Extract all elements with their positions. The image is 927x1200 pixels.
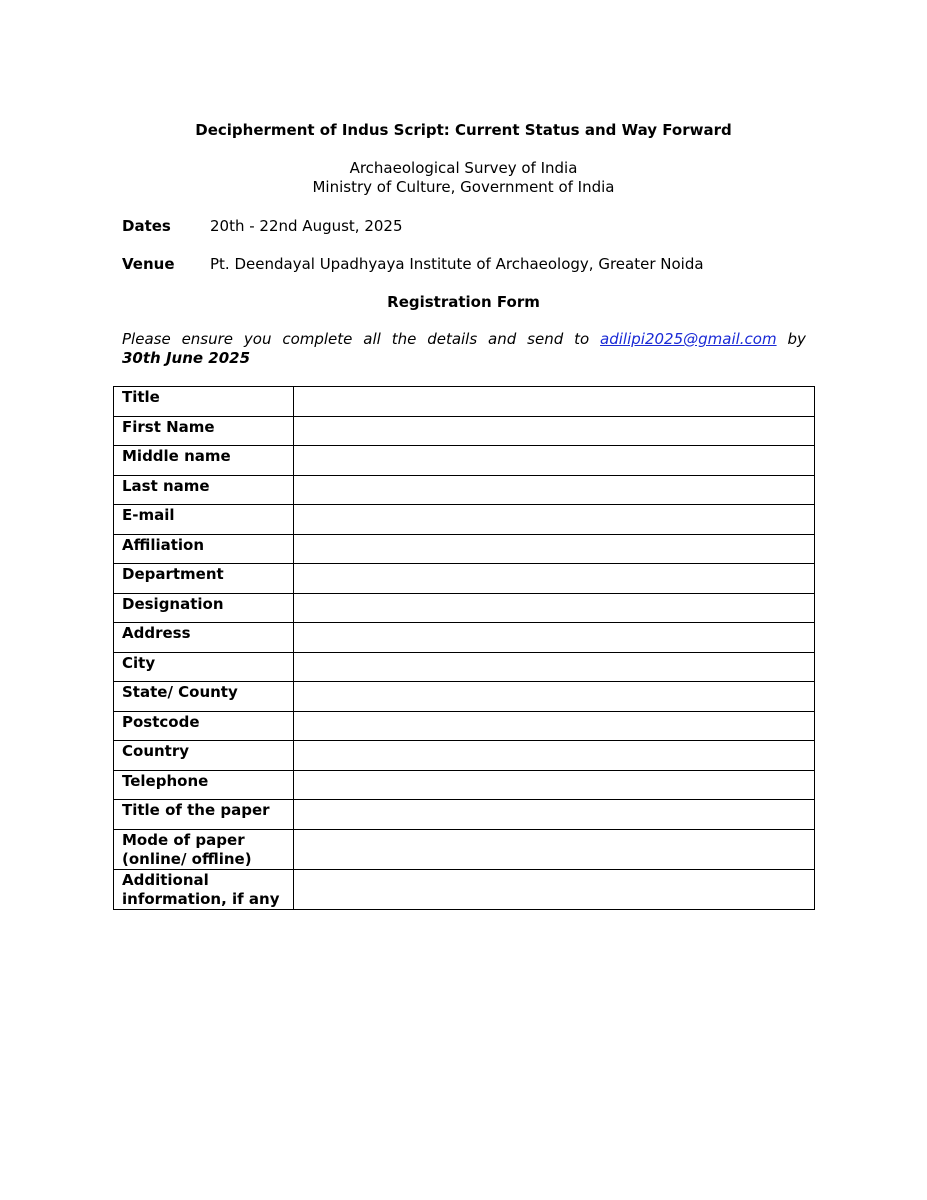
country-field[interactable] xyxy=(293,741,814,771)
instr-word: send xyxy=(527,330,564,348)
field-label xyxy=(114,869,294,909)
organizer-ministry: Ministry of Culture, Government of India xyxy=(312,178,615,196)
table-row xyxy=(114,623,815,653)
table-row xyxy=(114,770,815,800)
instr-word: and xyxy=(488,330,517,348)
field-label: Title xyxy=(114,387,294,417)
field-label: Middle name xyxy=(114,446,294,476)
field-label: Department xyxy=(114,564,294,594)
table-row xyxy=(114,869,815,909)
table-row xyxy=(114,741,815,771)
venue-label: Venue xyxy=(122,255,175,273)
title-field[interactable] xyxy=(293,387,814,417)
affiliation-field[interactable] xyxy=(293,534,814,564)
instr-word: ensure xyxy=(181,330,234,348)
field-label-line: Mode of paper xyxy=(122,830,245,849)
instr-word: all xyxy=(363,330,381,348)
paper-mode-field[interactable] xyxy=(293,829,814,869)
instr-word: to xyxy=(574,330,590,348)
field-label: Address xyxy=(114,623,294,653)
middle-name-field[interactable] xyxy=(293,446,814,476)
field-label: State/ County xyxy=(114,682,294,712)
table-row xyxy=(114,652,815,682)
field-label: Postcode xyxy=(114,711,294,741)
registration-table xyxy=(113,386,815,910)
organizer-block xyxy=(0,159,927,197)
field-label: Title of the paper xyxy=(114,800,294,830)
table-row xyxy=(114,682,815,712)
city-field[interactable] xyxy=(293,652,814,682)
instr-word: you xyxy=(243,330,272,348)
table-row xyxy=(114,564,815,594)
postcode-field[interactable] xyxy=(293,711,814,741)
table-row xyxy=(114,800,815,830)
field-label: Designation xyxy=(114,593,294,623)
email-link[interactable]: adilipi2025@gmail.com xyxy=(600,330,777,348)
table-row xyxy=(114,416,815,446)
deadline: 30th June 2025 xyxy=(122,349,251,367)
instr-word: by xyxy=(787,330,806,348)
email-field[interactable] xyxy=(293,505,814,535)
field-label: Country xyxy=(114,741,294,771)
table-row xyxy=(114,534,815,564)
instr-word: Please xyxy=(122,330,171,348)
field-label: Telephone xyxy=(114,770,294,800)
instructions-line xyxy=(122,330,806,349)
field-label: E-mail xyxy=(114,505,294,535)
table-row xyxy=(114,475,815,505)
instr-word: the xyxy=(391,330,417,348)
organizer-name: Archaeological Survey of India xyxy=(349,159,578,177)
instr-word: details xyxy=(427,330,478,348)
table-row xyxy=(114,593,815,623)
instructions xyxy=(122,330,806,368)
field-label: City xyxy=(114,652,294,682)
table-row xyxy=(114,387,815,417)
form-heading: Registration Form xyxy=(387,293,540,311)
table-row xyxy=(114,829,815,869)
document-title: Decipherment of Indus Script: Current Status and Way Forward xyxy=(195,121,732,139)
table-row xyxy=(114,505,815,535)
field-label: First Name xyxy=(114,416,294,446)
first-name-field[interactable] xyxy=(293,416,814,446)
dates-value: 20th - 22nd August, 2025 xyxy=(210,217,403,235)
venue-value: Pt. Deendayal Upadhyaya Institute of Archaeology, Greater Noida xyxy=(210,255,704,273)
state-county-field[interactable] xyxy=(293,682,814,712)
field-label-line: information, if any xyxy=(122,889,280,908)
designation-field[interactable] xyxy=(293,593,814,623)
field-label-line: Additional xyxy=(122,870,209,889)
field-label: Affiliation xyxy=(114,534,294,564)
last-name-field[interactable] xyxy=(293,475,814,505)
additional-info-field[interactable] xyxy=(293,869,814,909)
address-field[interactable] xyxy=(293,623,814,653)
field-label: Last name xyxy=(114,475,294,505)
field-label xyxy=(114,829,294,869)
field-label-line: (online/ offline) xyxy=(122,849,252,868)
dates-label: Dates xyxy=(122,217,171,235)
paper-title-field[interactable] xyxy=(293,800,814,830)
table-row xyxy=(114,446,815,476)
instr-word: complete xyxy=(282,330,353,348)
telephone-field[interactable] xyxy=(293,770,814,800)
table-row xyxy=(114,711,815,741)
department-field[interactable] xyxy=(293,564,814,594)
